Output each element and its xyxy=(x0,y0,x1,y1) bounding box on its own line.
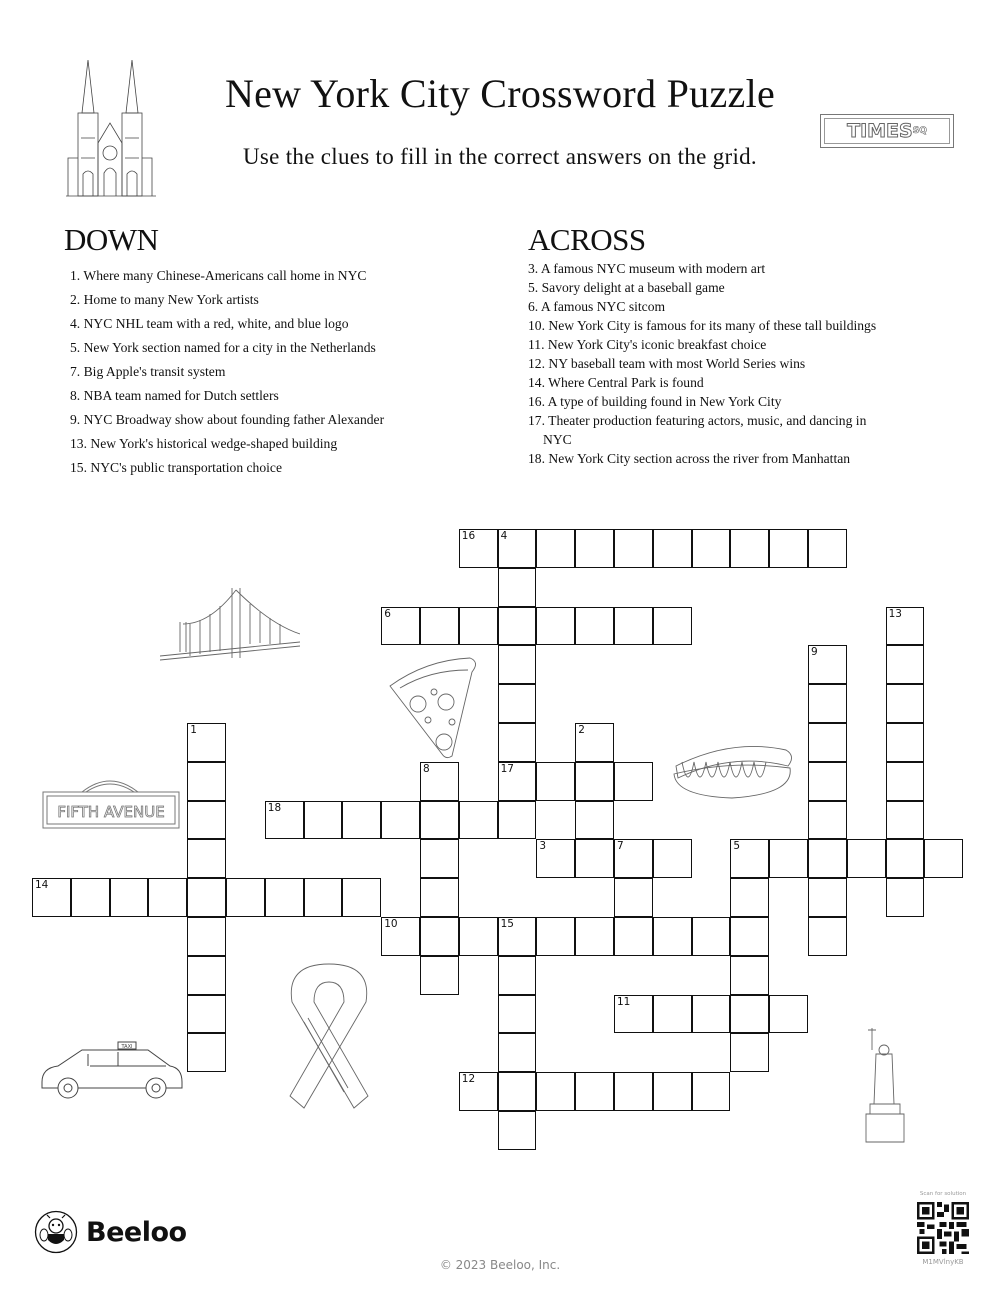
grid-cell[interactable] xyxy=(886,839,925,878)
grid-cell[interactable] xyxy=(808,801,847,840)
across-clue: 3. A famous NYC museum with modern art xyxy=(528,261,766,276)
grid-cell[interactable] xyxy=(730,839,769,878)
down-clue: 15. NYC's public transportation choice xyxy=(70,460,282,475)
pizza-slice-illustration xyxy=(386,656,480,760)
page-title: New York City Crossword Puzzle xyxy=(224,71,776,116)
grid-cell[interactable] xyxy=(498,1033,537,1072)
grid-cell[interactable] xyxy=(420,956,459,995)
grid-cell[interactable] xyxy=(304,801,343,840)
grid-cell[interactable] xyxy=(498,917,537,956)
times-square-sign xyxy=(820,114,954,148)
hot-dog-illustration xyxy=(662,738,802,802)
bridge-illustration xyxy=(160,584,300,666)
grid-cell[interactable] xyxy=(498,607,537,646)
grid-cell[interactable] xyxy=(653,529,692,568)
clue-number: 10 xyxy=(384,918,398,930)
grid-cell[interactable] xyxy=(536,607,575,646)
grid-cell[interactable] xyxy=(187,995,226,1034)
qr-caption: Scan for solution xyxy=(919,1191,967,1197)
grid-cell[interactable] xyxy=(769,995,808,1034)
down-clue: 7. Big Apple's transit system xyxy=(70,364,226,379)
grid-cell[interactable] xyxy=(304,878,343,917)
grid-cell[interactable] xyxy=(498,645,537,684)
grid-cell[interactable] xyxy=(536,1072,575,1111)
grid-cell[interactable] xyxy=(575,917,614,956)
grid-cell[interactable] xyxy=(808,762,847,801)
clue-number: 8 xyxy=(423,762,430,775)
grid-cell[interactable] xyxy=(575,529,614,568)
statue-of-liberty-illustration xyxy=(860,1026,910,1144)
grid-cell[interactable] xyxy=(808,878,847,917)
grid-cell[interactable] xyxy=(614,607,653,646)
grid-cell[interactable] xyxy=(575,801,614,840)
grid-cell[interactable] xyxy=(808,529,847,568)
clue-number: 11 xyxy=(617,995,631,1008)
down-clue-list xyxy=(70,264,470,480)
grid-cell[interactable] xyxy=(614,839,653,878)
grid-cell[interactable] xyxy=(575,607,614,646)
grid-cell[interactable] xyxy=(187,1033,226,1072)
svg-text:FIFTH AVENUE: FIFTH AVENUE xyxy=(57,803,165,821)
down-clue: 13. New York's historical wedge-shaped building xyxy=(70,436,338,451)
grid-cell[interactable] xyxy=(420,839,459,878)
clue-number: 5 xyxy=(733,840,741,853)
down-heading: DOWN xyxy=(64,222,159,257)
grid-cell[interactable] xyxy=(459,607,498,646)
bee-icon xyxy=(34,1210,78,1254)
grid-cell[interactable] xyxy=(381,917,420,956)
grid-cell[interactable] xyxy=(730,995,769,1034)
fifth-avenue-sign xyxy=(42,774,182,830)
clue-number: 16 xyxy=(461,530,476,542)
grid-cell[interactable] xyxy=(459,801,498,840)
grid-cell[interactable] xyxy=(575,839,614,878)
grid-cell[interactable] xyxy=(653,995,692,1034)
clue-number: 13 xyxy=(888,607,902,620)
grid-cell[interactable] xyxy=(730,956,769,995)
grid-cell[interactable] xyxy=(886,684,925,723)
grid-cell[interactable] xyxy=(498,723,537,762)
grid-cell[interactable] xyxy=(886,607,925,646)
down-clue: 9. NYC Broadway show about founding father Alexander xyxy=(70,412,385,427)
taxi-illustration xyxy=(38,1038,186,1102)
grid-cell[interactable] xyxy=(498,1111,537,1150)
grid-cell[interactable] xyxy=(420,607,459,646)
across-clue: 12. NY baseball team with most World Series wins xyxy=(528,356,806,371)
grid-cell[interactable] xyxy=(187,762,226,801)
beeloo-logo xyxy=(34,1210,187,1254)
clue-number: 9 xyxy=(811,646,818,659)
across-clue: 5. Savory delight at a baseball game xyxy=(528,280,725,295)
grid-cell[interactable] xyxy=(614,878,653,917)
grid-cell[interactable] xyxy=(769,529,808,568)
across-clue: 6. A famous NYC sitcom xyxy=(528,299,666,314)
across-clue: 11. New York City's iconic breakfast choice xyxy=(528,337,767,352)
clue-number: 12 xyxy=(461,1073,476,1086)
grid-cell[interactable] xyxy=(536,762,575,801)
grid-cell[interactable] xyxy=(808,684,847,723)
grid-cell[interactable] xyxy=(71,878,110,917)
grid-cell[interactable] xyxy=(730,529,769,568)
grid-cell[interactable] xyxy=(187,878,226,917)
grid-cell[interactable] xyxy=(342,878,381,917)
grid-cell[interactable] xyxy=(459,917,498,956)
grid-cell[interactable] xyxy=(32,878,71,917)
grid-cell[interactable] xyxy=(420,801,459,840)
grid-cell[interactable] xyxy=(498,568,537,607)
copyright: © 2023 Beeloo, Inc. xyxy=(439,1258,561,1272)
grid-cell[interactable] xyxy=(187,723,226,762)
grid-cell[interactable] xyxy=(730,1033,769,1072)
grid-cell[interactable] xyxy=(614,529,653,568)
grid-cell[interactable] xyxy=(536,917,575,956)
clue-number: 4 xyxy=(500,530,508,542)
clue-number: 2 xyxy=(578,724,585,736)
across-heading: ACROSS xyxy=(528,222,646,257)
grid-cell[interactable] xyxy=(187,917,226,956)
grid-cell[interactable] xyxy=(187,801,226,840)
grid-cell[interactable] xyxy=(730,878,769,917)
clue-number: 18 xyxy=(267,801,282,814)
grid-cell[interactable] xyxy=(692,917,731,956)
clue-number: 1 xyxy=(190,724,197,736)
grid-cell[interactable] xyxy=(459,529,498,568)
grid-cell[interactable] xyxy=(886,762,925,801)
grid-cell[interactable] xyxy=(187,956,226,995)
grid-cell[interactable] xyxy=(808,645,847,684)
clue-number: 3 xyxy=(539,840,547,853)
grid-cell[interactable] xyxy=(692,529,731,568)
down-clue: 4. NYC NHL team with a red, white, and blue logo xyxy=(70,316,349,331)
across-clue-list xyxy=(521,259,891,468)
ribbon-illustration xyxy=(284,962,374,1110)
down-clue: 2. Home to many New York artists xyxy=(70,292,259,307)
grid-cell[interactable] xyxy=(614,1072,653,1111)
grid-cell[interactable] xyxy=(265,801,304,840)
grid-cell[interactable] xyxy=(653,607,692,646)
across-clue: 10. New York City is famous for its many of these tall buildings xyxy=(528,318,877,333)
grid-cell[interactable] xyxy=(886,801,925,840)
grid-cell[interactable] xyxy=(381,801,420,840)
grid-cell[interactable] xyxy=(265,878,304,917)
grid-cell[interactable] xyxy=(653,1072,692,1111)
page-subtitle: Use the clues to fill in the correct answers on the grid. xyxy=(242,144,757,169)
grid-cell[interactable] xyxy=(730,917,769,956)
grid-cell[interactable] xyxy=(575,723,614,762)
grid-cell[interactable] xyxy=(886,645,925,684)
down-clue: 1. Where many Chinese-Americans call home in NYC xyxy=(70,268,367,283)
across-clue: 14. Where Central Park is found xyxy=(528,375,704,390)
grid-cell[interactable] xyxy=(498,956,537,995)
across-clue: 17. Theater production featuring actors, music, and dancing in NYC xyxy=(528,413,867,447)
grid-cell[interactable] xyxy=(924,839,963,878)
grid-cell[interactable] xyxy=(420,917,459,956)
grid-cell[interactable] xyxy=(769,839,808,878)
clue-number: 17 xyxy=(500,762,514,775)
qr-code-id: M1MVlnyKB xyxy=(922,1258,964,1266)
times-sign-text: TIMES xyxy=(847,120,913,142)
grid-cell[interactable] xyxy=(536,839,575,878)
grid-cell[interactable] xyxy=(187,839,226,878)
grid-cell[interactable] xyxy=(498,995,537,1034)
grid-cell[interactable] xyxy=(381,607,420,646)
grid-cell[interactable] xyxy=(342,801,381,840)
grid-cell[interactable] xyxy=(575,762,614,801)
grid-cell[interactable] xyxy=(498,801,537,840)
grid-cell[interactable] xyxy=(459,1072,498,1111)
grid-cell[interactable] xyxy=(847,839,886,878)
grid-cell[interactable] xyxy=(692,1072,731,1111)
grid-cell[interactable] xyxy=(148,878,187,917)
grid-cell[interactable] xyxy=(886,878,925,917)
brand-name: Beeloo xyxy=(86,1216,187,1248)
grid-cell[interactable] xyxy=(808,723,847,762)
across-clue: 16. A type of building found in New York City xyxy=(528,394,782,409)
across-clue: 18. New York City section across the river from Manhattan xyxy=(528,451,851,466)
grid-cell[interactable] xyxy=(420,762,459,801)
clue-number: 15 xyxy=(500,918,514,930)
grid-cell[interactable] xyxy=(886,723,925,762)
grid-cell[interactable] xyxy=(653,917,692,956)
grid-cell[interactable] xyxy=(614,762,653,801)
grid-cell[interactable] xyxy=(536,529,575,568)
grid-cell[interactable] xyxy=(110,878,149,917)
times-sign-sup: SQ xyxy=(912,126,927,136)
down-clue: 5. New York section named for a city in the Netherlands xyxy=(70,340,376,355)
svg-text:TAXI: TAXI xyxy=(121,1044,133,1050)
down-clue: 8. NBA team named for Dutch settlers xyxy=(70,388,279,403)
grid-cell[interactable] xyxy=(653,839,692,878)
grid-cell[interactable] xyxy=(614,995,653,1034)
grid-cell[interactable] xyxy=(498,684,537,723)
qr-code[interactable] xyxy=(917,1202,969,1254)
grid-cell[interactable] xyxy=(614,917,653,956)
grid-cell[interactable] xyxy=(226,878,265,917)
grid-cell[interactable] xyxy=(808,839,847,878)
grid-cell[interactable] xyxy=(420,878,459,917)
clue-number: 6 xyxy=(384,607,391,620)
clue-number: 7 xyxy=(617,840,624,853)
grid-cell[interactable] xyxy=(575,1072,614,1111)
grid-cell[interactable] xyxy=(498,1072,537,1111)
grid-cell[interactable] xyxy=(808,917,847,956)
grid-cell[interactable] xyxy=(692,995,731,1034)
clue-number: 14 xyxy=(35,879,49,892)
grid-cell[interactable] xyxy=(498,762,537,801)
grid-cell[interactable] xyxy=(498,529,537,568)
